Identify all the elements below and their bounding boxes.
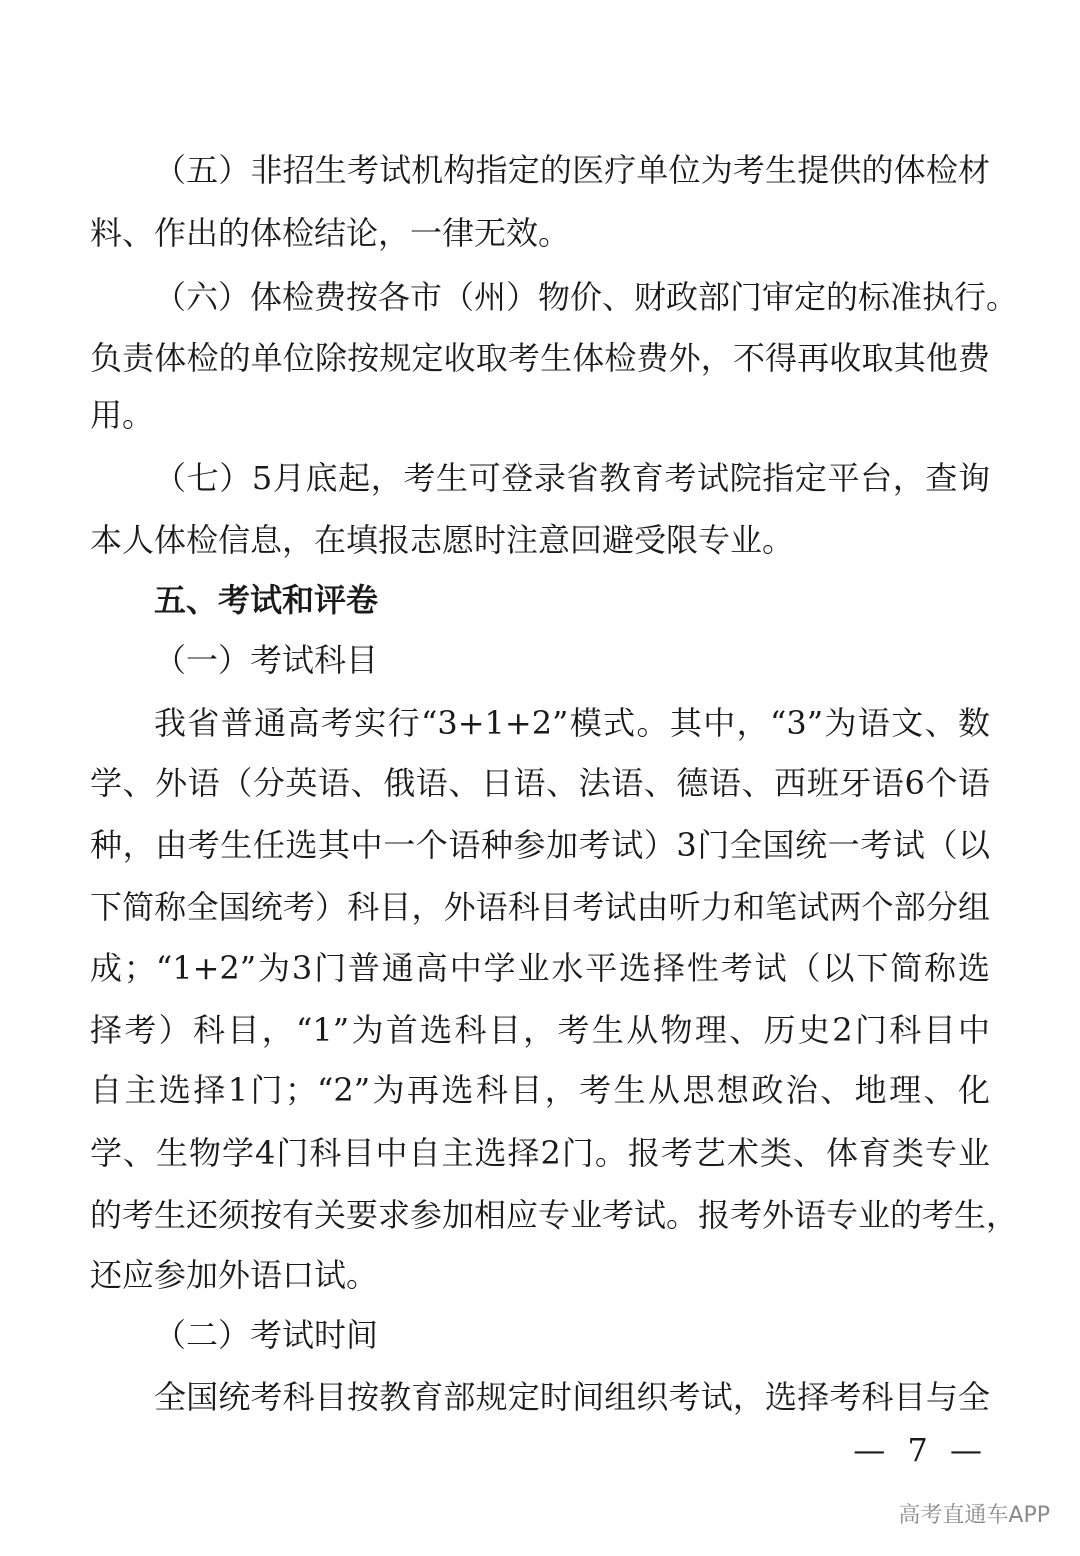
subsection-heading: （二）考试时间 [154, 1316, 379, 1354]
paragraph-line: 用。 [90, 396, 155, 434]
paragraph-line: （六）体检费按各市（州）物价、财政部门审定的标准执行。 [154, 278, 1019, 316]
page-number: — 7 — [853, 1431, 988, 1469]
paragraph-line: 自主选择1门；“2”为再选科目，考生从思想政治、地理、化 [90, 1071, 990, 1109]
paragraph-line: （七）5月底起，考生可登录省教育考试院指定平台，查询 [154, 459, 990, 497]
paragraph-line: 种，由考生任选其中一个语种参加考试）3门全国统一考试（以 [90, 826, 990, 864]
section-heading: 五、考试和评卷 [154, 581, 379, 619]
paragraph-line: 择考）科目，“1”为首选科目，考生从物理、历史2门科目中 [90, 1011, 990, 1049]
paragraph-line: 学、外语（分英语、俄语、日语、法语、德语、西班牙语6个语 [90, 764, 990, 802]
paragraph-line: 下简称全国统考）科目，外语科目考试由听力和笔试两个部分组 [90, 888, 990, 926]
paragraph-line: 还应参加外语口试。 [90, 1256, 379, 1294]
paragraph-line: 学、生物学4门科目中自主选择2门。报考艺术类、体育类专业 [90, 1134, 990, 1172]
paragraph-line: 成；“1+2”为3门普通高中学业水平选择性考试（以下简称选 [90, 949, 990, 987]
watermark: 高考直通车APP [898, 1503, 1050, 1528]
paragraph-line: 本人体检信息，在填报志愿时注意回避受限专业。 [90, 521, 795, 559]
paragraph-line: （五）非招生考试机构指定的医疗单位为考生提供的体检材 [154, 151, 990, 189]
subsection-heading: （一）考试科目 [154, 641, 379, 679]
paragraph-line: 我省普通高考实行“3+1+2”模式。其中，“3”为语文、数 [154, 704, 990, 742]
paragraph-line: 的考生还须按有关要求参加相应专业考试。报考外语专业的考生， [90, 1196, 1019, 1234]
paragraph-line: 负责体检的单位除按规定收取考生体检费外，不得再收取其他费 [90, 339, 990, 377]
paragraph-line: 料、作出的体检结论，一律无效。 [90, 214, 571, 252]
paragraph-line: 全国统考科目按教育部规定时间组织考试，选择考科目与全 [154, 1378, 990, 1416]
